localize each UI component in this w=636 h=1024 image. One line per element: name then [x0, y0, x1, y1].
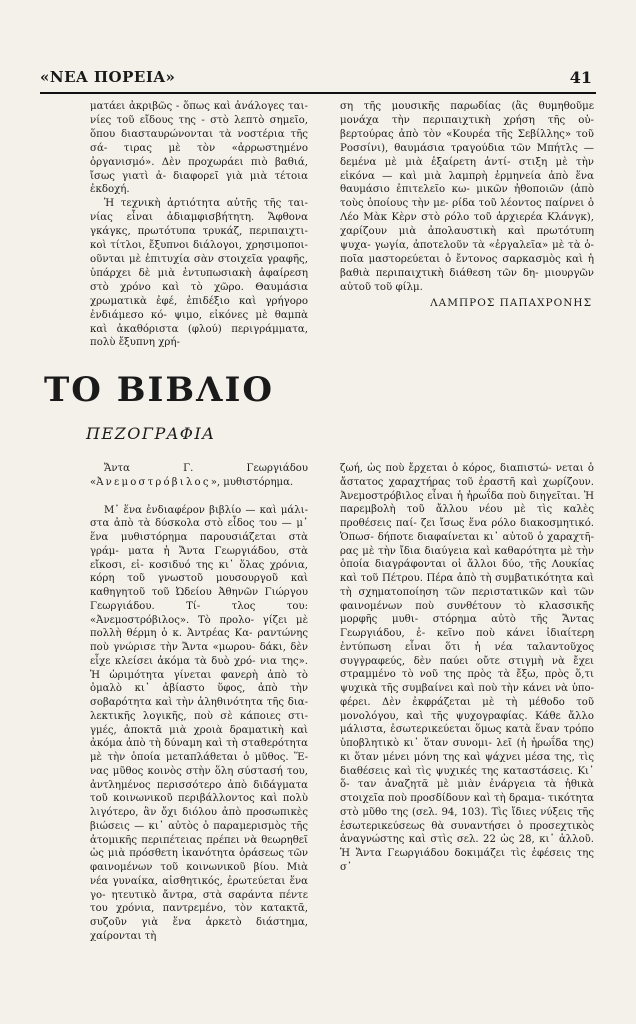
- paragraph: ματάει ἀκριβῶς - ὅπως καὶ ἀνάλογες ται- νίες τοῦ εἴδους της - στὸ λεπτὸ σημεῖο, ὅπου διασταυρώνονται τὰ νοστέρια τῆς σά- τιρας μὲ τὸν «ἀρρωστημένο ὀργανισμό». Δὲν προχωράει πιὸ βαθιά, ἴσως γιατὶ ἀ- διαφορεῖ γιὰ μιὰ τέτοια ἐκδοχή.: [90, 101, 308, 196]
- upper-right-column: [340, 100, 594, 311]
- section-subtitle: ΠΕΖΟΓΡΑΦΙΑ: [86, 424, 216, 443]
- book-author: Ἄντα Γ. Γεωργιάδου «: [90, 463, 308, 488]
- paragraph: ζωή, ὡς ποὺ ἔρχεται ὁ κόρος, διαπιστώ- νεται ὁ ἄστατος χαραχτήρας τοῦ ἐραστῆ καὶ χωρίζουν. Ἀνεμοστρόβιλος εἶναι ἡ ἡρωΐδα ποὺ διηγεῖται. Ἡ παρεμβολὴ τοῦ ἄλλου νέου μὲ τὶς καλὲς προθέσεις παί- ζει ἴσως ἕνα ρόλο διακοσμητικό. Ὁπωσ- δήποτε διαφαίνεται κι᾽ αὐτοῦ ὁ χαραχτῆ- ρας μὲ τὴν ἴδια διαύγεια καὶ καθαρότητα μὲ τὴν ὁποία διαγράφονται οἱ ἄλλοι δύο, τῆς Λουκίας καὶ τοῦ Πέτρου. Πέρα ἀπὸ τὴ συμβατικότητα καὶ τὴ σχηματοποίηση τῶν περιστατικῶν καὶ τῶν φαινομένων ποὺ συνθέτουν τὸ κλασσικῆς μορφῆς μυθι- στόρημα αὐτὸ τῆς Ἄντας Γεωργιάδου, ἐ- κεῖνο ποὺ κάνει ἰδιαίτερη ἐντύπωση εἶναι ὅτι ἡ νέα ταλαντοῦχος συγγραφεύς, δὲν παύει οὔτε στιγμὴ νὰ ἔχει στραμμένο τὸ νοῦ της πρὸς τὰ ἔξω, πρὸς ὅ,τι ψυχικὰ τῆς συμβαίνει καὶ ποὺ τὴν κάνει νὰ ὑπο- φέρει. Δὲν ἐκφράζεται μὲ τὴ μέθοδο τοῦ μονολόγου, καὶ τῆς ψυχογραφίας. Κάθε ἄλλο μάλιστα, ἐσωτερικεύεται ὅμως κατὰ ἕναν τρόπο ὑποβλητικὸ κι᾽ ὅταν συνομι- λεῖ (ἡ ἡρωΐδα της) κι ὅταν μένει μόνη της καὶ ψάχνει μέσα της, τὶς διαθέσεις καὶ τὶς ψυχικές της καταστάσεις. Κι᾽ ὅ- ταν ἀναζητᾶ μὲ μιὰν ἐνάργεια τὰ ἠθικὰ στοιχεῖα ποὺ προσδίδουν καὶ τὴ δραμα- τικότητα στὸ μῦθο της (σελ. 94, 103). Τὶς ἴδιες νύξεις τῆς ἐσωτερικεύσεως θὰ συναντήσει ὁ προσεχτικὸς ἀναγνώστης καὶ στὶς σελ. 22 ὡς 28, κι᾽ ἀλλοῦ. Ἡ Ἄντα Γεωργιάδου δοκιμάζει τὶς ἐφέσεις της σ᾽: [340, 463, 594, 873]
- section-title: ΤΟ ΒΙΒΛΙΟ: [44, 370, 275, 410]
- paragraph: ση τῆς μουσικῆς παρωδίας (ἂς θυμηθοῦμε μονάχα τὴν περιπαιχτικὴ χρήση τῆς οὐ- βερτούρας ἀπὸ τὸν «Κουρέα τῆς Σεβίλλης» τοῦ Ροσσίνι), θαυμάσια τραγούδια τῶν Μπήτλς — δεμένα μὲ μιὰ ἐξαίρετη ἀντί- στιξη μὲ τὴν εἰκόνα — καὶ μιὰ λαμπρὴ ἑρμηνεία ἀπὸ ἕνα θαυμάσιο ἐπιτελεῖο κω- μικῶν ἠθοποιῶν (ἀπὸ τοὺς ὁποίους τὴν με- ρίδα τοῦ λέοντος παίρνει ὁ Λέο Μὰκ Κὲρν στὸ ρόλο τοῦ ἀρχιερέα Κλάνγκ), χαρίζουν μιὰ ἀπολαυστικὴ καὶ πρωτότυπη ψυχα- γωγία, ἀποτελοῦν τὰ «ἐργαλεῖα» μὲ τὰ ὁ- ποῖα μαστορεύεται ὁ ἔντονος σαρκασμὸς καὶ ἡ βαθιὰ περιπαιχτικὴ διάθεση τῶν δη- μιουργῶν αὐτοῦ τοῦ φίλμ.: [340, 101, 594, 293]
- lower-left-column: [90, 462, 308, 944]
- page-number: 41: [569, 67, 592, 87]
- book-genre: », μυθιστόρημα.: [210, 476, 294, 488]
- journal-title: «ΝΕΑ ΠΟΡΕΙΑ»: [40, 68, 176, 86]
- page-header: [40, 64, 592, 90]
- upper-left-column: [90, 100, 308, 350]
- paragraph: Ἡ τεχνικὴ ἀρτιότητα αὐτῆς τῆς ται- νίας εἶναι ἀδιαμφισβήτητη. Ἄφθονα γκάγκς, πρωτότυπα τρυκάζ, περιπαιχτι- κοὶ τίτλοι, ἔξυπνοι διάλογοι, χρησιμοποι- οῦνται μὲ ἐπιτυχία σὰν στοιχεῖα γραφῆς, ὑπάρχει δὲ μιὰ ἐντυπωσιακὴ ἀφαίρεση στὸ χρόνο καὶ τὸ χῶρο. Θαυμάσια χρωματικὰ ἐφέ, ἐπιδέξιο καὶ γρήγορο ἐνδιάμεσο κό- ψιμο, εἰκόνες μὲ θαμπὰ καὶ ἀκαθόριστα (φλού) περιγράμματα, πολὺ ἔξυπνη χρή-: [90, 198, 308, 349]
- book-heading: [90, 462, 308, 490]
- book-title: Ἀνεμοστρόβιλος: [96, 476, 211, 488]
- author-signature: ΛΑΜΠΡΟΣ ΠΑΠΑΧΡΟΝΗΣ: [430, 296, 592, 309]
- header-rule: [40, 92, 596, 94]
- lower-right-column: [340, 462, 594, 875]
- paragraph: Μ᾽ ἕνα ἐνδιαφέρον βιβλίο — καὶ μάλι- στα ἀπὸ τὰ δύσκολα στὸ εἶδος του — μ᾽ ἕνα μυθιστόρημα παρουσιάζεται στὰ γράμ- ματα ἡ Ἄντα Γεωργιάδου, στὰ εἴκοσι, εἰ- κοσιδυό της κι᾽ ὅλας χρόνια, κόρη τοῦ γνωστοῦ μουσουργοῦ καὶ καθηγητοῦ τοῦ Ὠδείου Ἀθηνῶν Γιώργου Γεωργιάδου. Τί- τλος του: «Ἀνεμοστρόβιλος». Τὸ προλο- γίζει μὲ πολλὴ θέρμη ὁ κ. Ἀντρέας Κα- ραντώνης ποὺ γνώρισε τὴν Ἄντα «μωρου- δάκι, δὲν εἶχε κλείσει ἀκόμα τὰ δυὸ χρό- νια της». Ἡ ὡριμότητα γίνεται φανερὴ ἀπὸ τὸ ὁμαλὸ κι᾽ ἀβίαστο ὕφος, ἀπὸ τὴν σοβαρότητα καὶ τὴν ἀληθινότητα τῆς δια- λεκτικῆς λογικῆς, ποὺ σὲ κάποιες στι- γμές, ἀποκτᾶ μιὰ χροιὰ δραματικὴ καὶ ἀκόμα ἀπὸ τὴ δύναμη καὶ τὴ σταθερότητα μὲ τὴν ὁποία μεταπλάθεται ὁ μῦθος. Ἕ- νας μῦθος κοινὸς στὴν ὅλη σύστασή του, ἀντλημένος περισσότερο ἀπὸ διδάγματα τοῦ κοινωνικοῦ περιβάλλοντος καὶ πολὺ λιγότερο, ἂν ὄχι διόλου ἀπὸ προσωπικὲς βιώσεις — κι᾽ αὐτὸς ὁ παραμερισμὸς τῆς ἀτομικῆς περιπέτειας πρέπει νὰ θεωρηθεῖ ὡς μιὰ πρόσθετη ἱκανότητα ὁράσεως τῶν φαινομένων τοῦ κοινωνικοῦ βίου. Μιὰ νέα γυναίκα, αἰσθητικός, ἐρωτεύεται ἕνα γο- ητευτικὸ ἄντρα, στὰ σαράντα πέντε του χρόνια, παντρεμένο, τὸν κατακτᾶ, συζοῦν γιὰ ἕνα ἀρκετὸ διάστημα, χαίρονται τὴ: [90, 504, 308, 942]
